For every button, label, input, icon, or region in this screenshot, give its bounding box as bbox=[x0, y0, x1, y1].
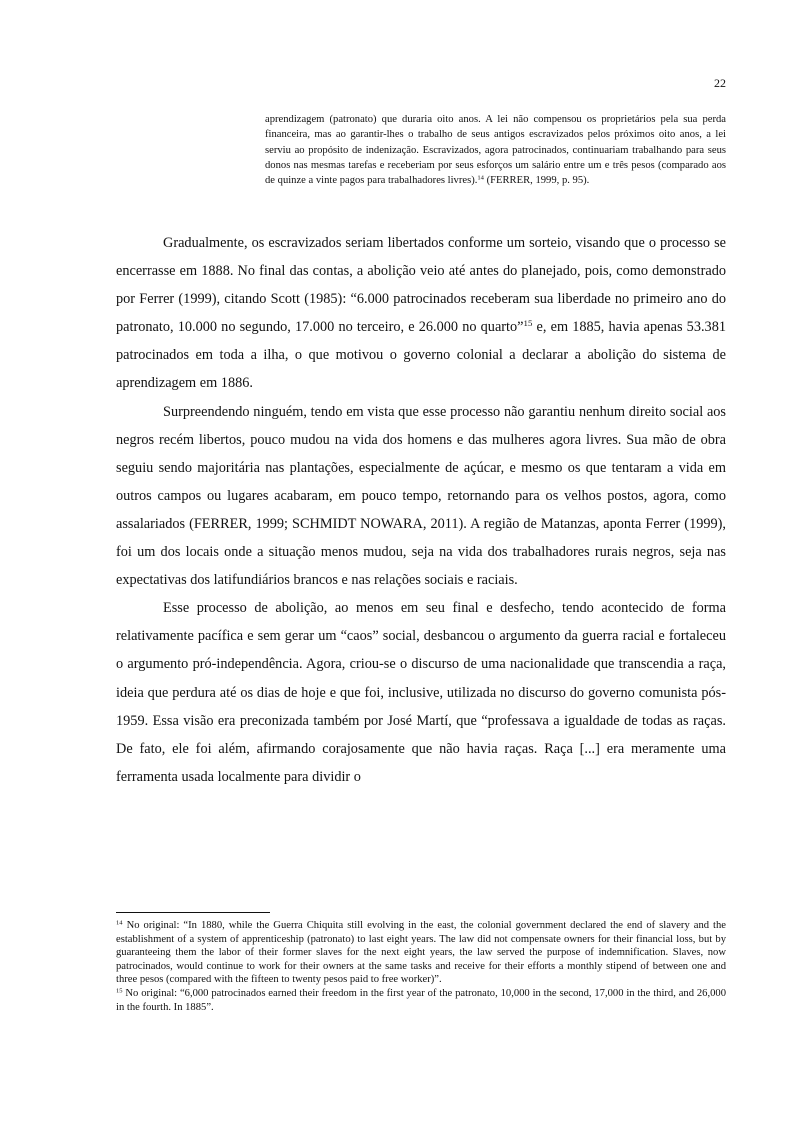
footnote-ref-15[interactable]: 15 bbox=[523, 318, 533, 329]
footnote-15 bbox=[116, 987, 726, 1014]
block-quote-text: aprendizagem (patronato) que duraria oito anos. A lei não compensou os proprietários pela sua perda financeira, mas ao garantir-lhes o trabalho de seus antigos escravizados pelos próximos oito anos, a lei serviu ao propósito de indenização. Escravizados, agora patrocinados, continuariam trabalhando para seus donos nas mesmas tarefas e receberiam por seus esforços um salário entre um e três pesos (comparado aos de quinze a vinte pagos para trabalhadores livres). bbox=[265, 114, 726, 187]
paragraph-3: Esse processo de abolição, ao menos em seu final e desfecho, tendo acontecido de forma relativamente pacífica e sem gerar um “caos” social, desbancou o argumento da guerra racial e fortaleceu o argumento pró-independência. Agora, criou-se o discurso de uma nacionalidade que transcendia a raça, ideia que perdura até os dias de hoje e que foi, inclusive, utilizada no discurso do governo comunista pós-1959. Essa visão era preconizada também por José Martí, que “professava a igualdade de todas as raças. De fato, ele foi além, afirmando corajosamente que não havia raças. Raça [...] era meramente uma ferramenta usada localmente para dividir o bbox=[116, 600, 726, 785]
footnote-15-text: No original: “6,000 patrocinados earned their freedom in the first year of the patronato, 10,000 in the second, 17,000 in the third, and 26,000 in the fourth. In 1885”. bbox=[116, 987, 726, 1013]
footnote-divider bbox=[116, 912, 270, 913]
footnotes bbox=[116, 919, 726, 1014]
block-quote bbox=[265, 112, 726, 188]
footnote-marker-14: 14 bbox=[116, 919, 123, 927]
paragraph-1-text: Gradualmente, os escravizados seriam libertados conforme um sorteio, visando que o processo se encerrasse em 1888. No final das contas, a abolição veio até antes do planejado, pois, como demonstrado por Ferrer (1999), citando Scott (1985): “6.000 patrocinados receberam sua liberdade no primeiro ano do patronato, 10.000 no segundo, 17.000 no terceiro, e 26.000 no quarto” bbox=[116, 235, 726, 336]
paragraph-1-text-cont: e, em 1885, havia apenas 53.381 patrocinados em toda a ilha, o que motivou o governo colonial a declarar a abolição do sistema de aprendizagem em 1886. bbox=[116, 319, 726, 392]
footnote-14 bbox=[116, 919, 726, 987]
page-number: 22 bbox=[714, 76, 726, 90]
block-quote-citation: (FERRER, 1999, p. 95). bbox=[483, 175, 590, 187]
paragraph-2: Surpreendendo ninguém, tendo em vista que esse processo não garantiu nenhum direito social aos negros recém libertos, pouco mudou na vida dos homens e das mulheres agora livres. Sua mão de obra seguiu sendo majoritária nas plantações, especialmente de açúcar, e mesmo os que tentaram a vida em outros campos ou lugares acabaram, em pouco tempo, retornando para os velhos postos, agora, como assalariados (FERRER, 1999; SCHMIDT NOWARA, 2011). A região de Matanzas, aponta Ferrer (1999), foi um dos locais onde a situação menos mudou, seja na vida dos trabalhadores rurais negros, seja nas expectativas dos latifundiários brancos e nas relações sociais e raciais. bbox=[116, 403, 726, 589]
footnote-marker-15: 15 bbox=[116, 987, 123, 995]
body-text bbox=[116, 229, 726, 791]
footnote-ref-14[interactable]: 14 bbox=[477, 174, 484, 182]
paragraph-1 bbox=[116, 229, 726, 398]
footnote-14-text: No original: “In 1880, while the Guerra Chiquita still evolving in the east, the colonial government declared the end of slavery and the establishment of a system of apprenticeship (patronato) to last eight years. The law did not compensate owners for their financial loss, but by guaranteeing them the labor of their former slaves for the next eight years, the law served the purpose of indemnification. Slaves, now patrocinados, would continue to work for their owners at the same tasks and receive for their efforts a monthly stipend of between one and three pesos (compared with the fifteen to twenty pesos paid to free worker)”. bbox=[116, 920, 726, 986]
